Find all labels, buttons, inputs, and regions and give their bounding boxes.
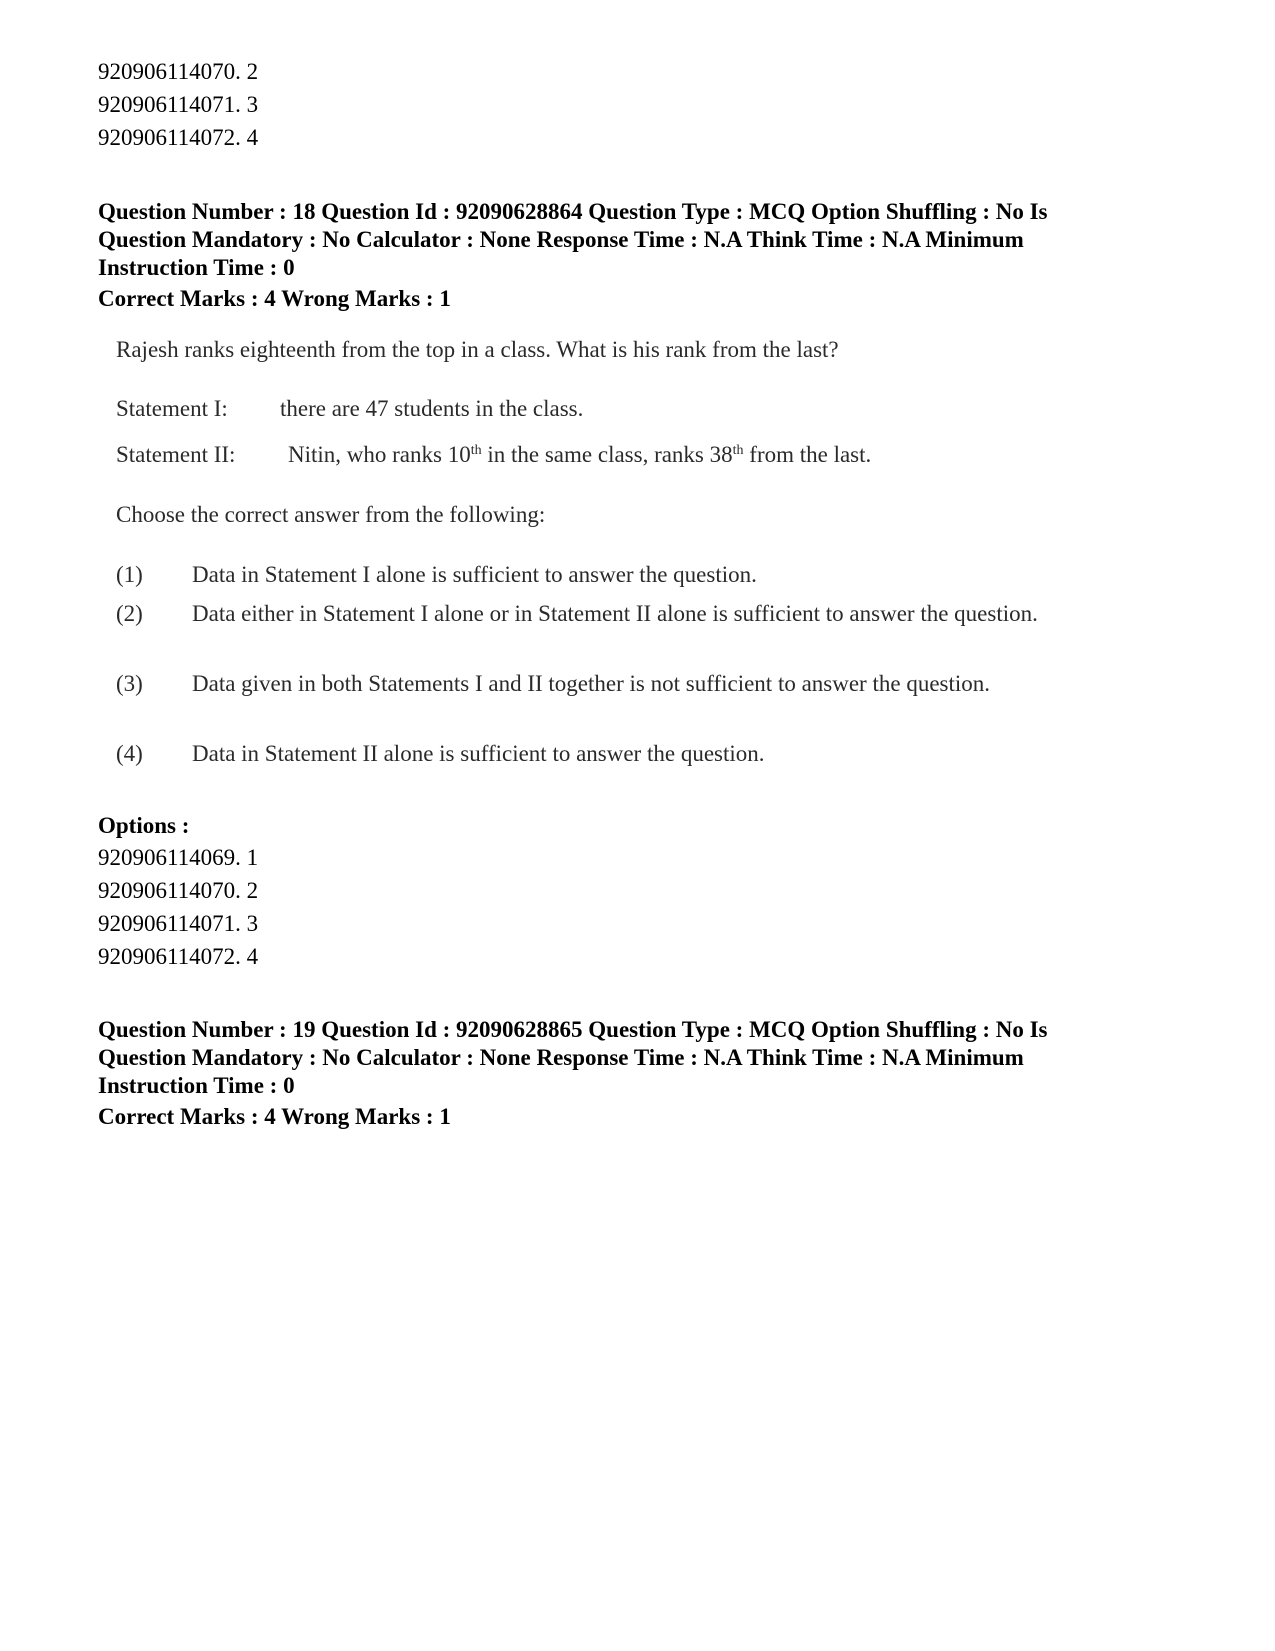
meta-line: Question Mandatory : No Calculator : None Response Time : N.A Think Time : N.A Minimum <box>98 1045 1024 1070</box>
option-line: 920906114070. 2 <box>98 59 259 84</box>
meta-line: Instruction Time : 0 <box>98 1073 295 1098</box>
options-label: Options : <box>98 813 190 838</box>
question-18-body <box>98 335 1108 805</box>
statement-1-label: Statement I: <box>116 396 228 421</box>
choice-number: (3) <box>116 671 143 696</box>
option-line: 920906114072. 4 <box>98 125 259 150</box>
question-18-marks: Correct Marks : 4 Wrong Marks : 1 <box>98 286 451 311</box>
meta-line: Instruction Time : 0 <box>98 255 295 280</box>
statement-1 <box>116 394 583 424</box>
option-line: 920906114072. 4 <box>98 944 259 969</box>
statement-2-label: Statement II: <box>116 442 236 467</box>
ordinal-suffix: th <box>732 443 744 458</box>
choice-number: (4) <box>116 741 143 766</box>
option-line: 920906114071. 3 <box>98 911 259 936</box>
meta-line: Question Number : 18 Question Id : 92090628864 Question Type : MCQ Option Shuffling : No Is <box>98 199 1048 224</box>
meta-line: Question Number : 19 Question Id : 92090628865 Question Type : MCQ Option Shuffling : No Is <box>98 1017 1048 1042</box>
choice-text: Data given in both Statements I and II together is not sufficient to answer the question. <box>192 671 991 696</box>
choice-text: Data in Statement I alone is sufficient to answer the question. <box>192 562 757 587</box>
statement-2-text-a: Nitin, who ranks 10 <box>288 442 471 467</box>
meta-line: Question Mandatory : No Calculator : None Response Time : N.A Think Time : N.A Minimum <box>98 227 1024 252</box>
question-19-marks: Correct Marks : 4 Wrong Marks : 1 <box>98 1104 451 1129</box>
statement-2-text-b: in the same class, ranks 38 <box>481 442 733 467</box>
choice-number: (2) <box>116 601 143 626</box>
option-line: 920906114070. 2 <box>98 878 259 903</box>
question-text: Rajesh ranks eighteenth from the top in a class. What is his rank from the last? <box>116 337 839 362</box>
instruction-text: Choose the correct answer from the following: <box>116 502 546 527</box>
choice-number: (1) <box>116 562 143 587</box>
statement-2-text-c: from the last. <box>743 442 872 467</box>
question-19-meta <box>98 1016 1198 1100</box>
option-line: 920906114071. 3 <box>98 92 259 117</box>
statement-2 <box>116 440 871 470</box>
choice-text: Data in Statement II alone is sufficient to answer the question. <box>192 741 765 766</box>
question-18-meta <box>98 198 1198 282</box>
statement-1-text: there are 47 students in the class. <box>280 396 584 421</box>
choice-text: Data either in Statement I alone or in Statement II alone is sufficient to answer the question. <box>192 601 1038 626</box>
ordinal-suffix: th <box>470 443 482 458</box>
option-line: 920906114069. 1 <box>98 845 259 870</box>
